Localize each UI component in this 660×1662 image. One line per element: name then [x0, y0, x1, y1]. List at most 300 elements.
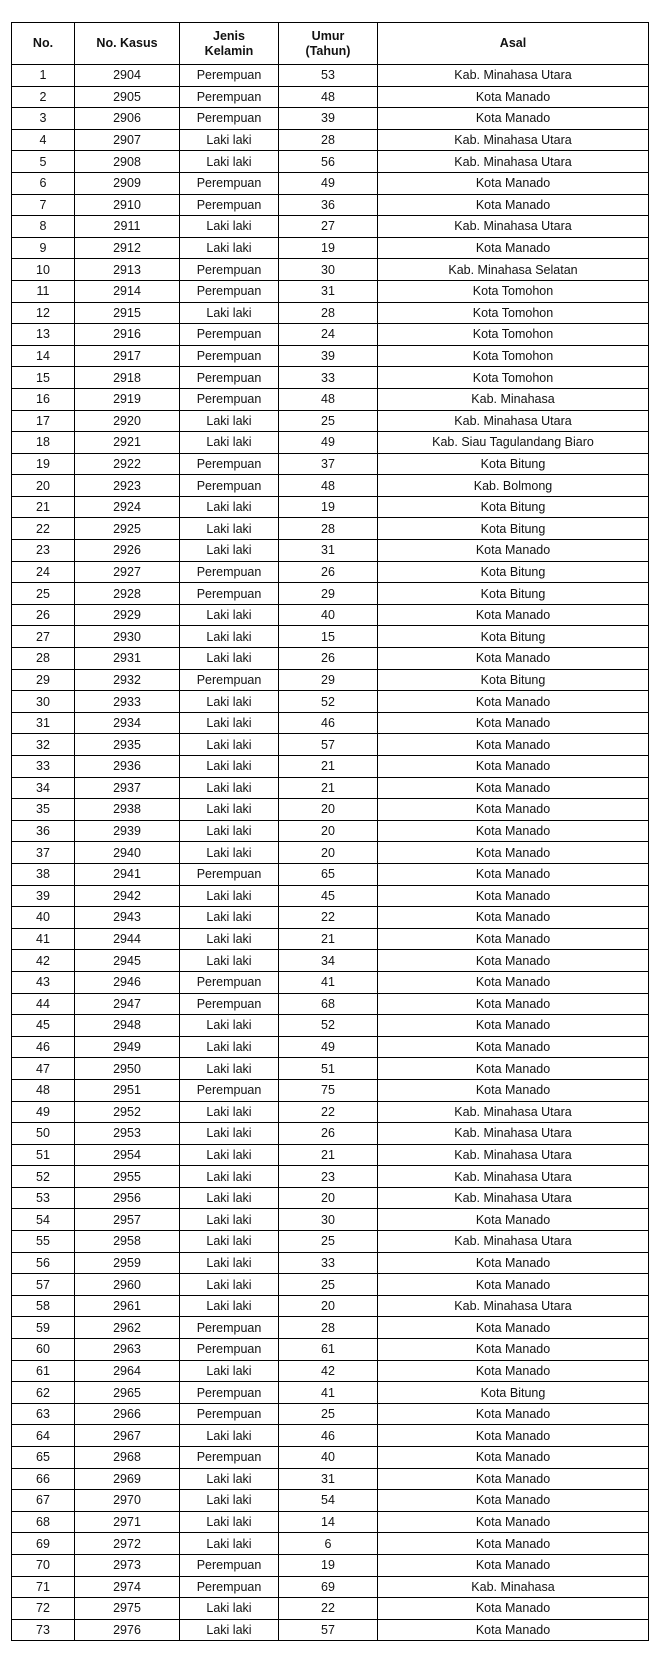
table-row — [12, 194, 649, 216]
cell-gender: Laki laki — [180, 216, 279, 238]
cell-age: 41 — [279, 1382, 378, 1404]
cell-no: 27 — [12, 626, 75, 648]
cell-origin: Kota Manado — [378, 1058, 649, 1080]
table-row — [12, 971, 649, 993]
cell-origin: Kota Manado — [378, 885, 649, 907]
table-row — [12, 1619, 649, 1641]
cell-origin: Kota Manado — [378, 194, 649, 216]
table-row — [12, 1231, 649, 1253]
cell-gender: Laki laki — [180, 756, 279, 778]
cell-no: 28 — [12, 648, 75, 670]
cell-age: 40 — [279, 1447, 378, 1469]
cell-case-number: 2905 — [75, 86, 180, 108]
table-row — [12, 561, 649, 583]
cell-gender: Laki laki — [180, 691, 279, 713]
cell-case-number: 2971 — [75, 1511, 180, 1533]
table-row — [12, 648, 649, 670]
cell-case-number: 2936 — [75, 756, 180, 778]
table-row — [12, 1187, 649, 1209]
cell-origin: Kota Manado — [378, 1403, 649, 1425]
cell-age: 19 — [279, 237, 378, 259]
table-row — [12, 237, 649, 259]
cell-no: 1 — [12, 65, 75, 87]
cell-origin: Kota Manado — [378, 691, 649, 713]
cell-origin: Kota Manado — [378, 777, 649, 799]
cell-origin: Kota Manado — [378, 734, 649, 756]
cell-no: 47 — [12, 1058, 75, 1080]
cell-gender: Laki laki — [180, 820, 279, 842]
cell-age: 46 — [279, 712, 378, 734]
cell-case-number: 2926 — [75, 540, 180, 562]
table-row — [12, 410, 649, 432]
cell-no: 29 — [12, 669, 75, 691]
cell-no: 10 — [12, 259, 75, 281]
cell-no: 5 — [12, 151, 75, 173]
cell-no: 46 — [12, 1036, 75, 1058]
cell-no: 34 — [12, 777, 75, 799]
cell-gender: Laki laki — [180, 151, 279, 173]
cell-age: 48 — [279, 475, 378, 497]
cell-age: 48 — [279, 86, 378, 108]
cell-case-number: 2957 — [75, 1209, 180, 1231]
cell-age: 21 — [279, 1144, 378, 1166]
cell-age: 39 — [279, 345, 378, 367]
cell-origin: Kota Manado — [378, 1339, 649, 1361]
cell-case-number: 2921 — [75, 432, 180, 454]
cell-origin: Kab. Siau Tagulandang Biaro — [378, 432, 649, 454]
cell-gender: Laki laki — [180, 1619, 279, 1641]
cell-age: 46 — [279, 1425, 378, 1447]
table-row — [12, 950, 649, 972]
cell-gender: Laki laki — [180, 129, 279, 151]
table-row — [12, 1511, 649, 1533]
cell-age: 49 — [279, 432, 378, 454]
table-row — [12, 712, 649, 734]
cell-case-number: 2973 — [75, 1554, 180, 1576]
cell-age: 53 — [279, 65, 378, 87]
cell-no: 21 — [12, 496, 75, 518]
cell-gender: Laki laki — [180, 1209, 279, 1231]
cell-no: 62 — [12, 1382, 75, 1404]
cell-case-number: 2929 — [75, 604, 180, 626]
cell-case-number: 2910 — [75, 194, 180, 216]
cell-case-number: 2956 — [75, 1187, 180, 1209]
table-row — [12, 604, 649, 626]
cell-age: 26 — [279, 1123, 378, 1145]
cell-no: 13 — [12, 324, 75, 346]
table-row — [12, 259, 649, 281]
cell-no: 67 — [12, 1490, 75, 1512]
cell-no: 20 — [12, 475, 75, 497]
cell-origin: Kota Manado — [378, 907, 649, 929]
cell-gender: Perempuan — [180, 65, 279, 87]
cell-age: 45 — [279, 885, 378, 907]
cell-age: 25 — [279, 410, 378, 432]
table-row — [12, 1209, 649, 1231]
table-row — [12, 799, 649, 821]
table-row — [12, 885, 649, 907]
cell-case-number: 2950 — [75, 1058, 180, 1080]
table-row — [12, 1576, 649, 1598]
cell-age: 65 — [279, 863, 378, 885]
cell-case-number: 2946 — [75, 971, 180, 993]
table-row — [12, 1166, 649, 1188]
cell-gender: Laki laki — [180, 496, 279, 518]
cell-origin: Kota Manado — [378, 712, 649, 734]
cell-origin: Kota Manado — [378, 1079, 649, 1101]
cell-origin: Kota Manado — [378, 1015, 649, 1037]
cell-origin: Kota Manado — [378, 604, 649, 626]
cell-gender: Laki laki — [180, 1274, 279, 1296]
cell-gender: Laki laki — [180, 777, 279, 799]
cell-no: 31 — [12, 712, 75, 734]
cell-no: 53 — [12, 1187, 75, 1209]
cell-gender: Laki laki — [180, 1511, 279, 1533]
cell-no: 56 — [12, 1252, 75, 1274]
table-row — [12, 151, 649, 173]
cell-case-number: 2959 — [75, 1252, 180, 1274]
cell-origin: Kab. Minahasa Utara — [378, 1101, 649, 1123]
cell-age: 36 — [279, 194, 378, 216]
cell-gender: Perempuan — [180, 1079, 279, 1101]
cell-no: 8 — [12, 216, 75, 238]
cell-age: 24 — [279, 324, 378, 346]
cell-age: 15 — [279, 626, 378, 648]
cell-origin: Kota Manado — [378, 756, 649, 778]
cell-origin: Kota Bitung — [378, 583, 649, 605]
cell-age: 22 — [279, 1598, 378, 1620]
cell-origin: Kota Manado — [378, 842, 649, 864]
cell-gender: Laki laki — [180, 648, 279, 670]
cell-case-number: 2945 — [75, 950, 180, 972]
cell-gender: Laki laki — [180, 1468, 279, 1490]
cell-gender: Laki laki — [180, 1058, 279, 1080]
cell-case-number: 2927 — [75, 561, 180, 583]
cell-gender: Laki laki — [180, 1598, 279, 1620]
cell-gender: Perempuan — [180, 1382, 279, 1404]
table-row — [12, 216, 649, 238]
table-row — [12, 129, 649, 151]
table-row — [12, 475, 649, 497]
cell-case-number: 2906 — [75, 108, 180, 130]
cell-gender: Perempuan — [180, 1317, 279, 1339]
cell-case-number: 2970 — [75, 1490, 180, 1512]
cell-age: 52 — [279, 1015, 378, 1037]
cell-case-number: 2958 — [75, 1231, 180, 1253]
cell-gender: Perempuan — [180, 172, 279, 194]
cell-age: 28 — [279, 1317, 378, 1339]
cell-gender: Perempuan — [180, 971, 279, 993]
cell-origin: Kab. Minahasa Utara — [378, 1144, 649, 1166]
cell-origin: Kab. Minahasa Utara — [378, 65, 649, 87]
table-body — [12, 65, 649, 1641]
cell-origin: Kota Manado — [378, 993, 649, 1015]
cell-gender: Perempuan — [180, 324, 279, 346]
cell-gender: Laki laki — [180, 432, 279, 454]
table-header — [12, 23, 649, 65]
cell-origin: Kab. Minahasa Utara — [378, 1166, 649, 1188]
cell-origin: Kota Manado — [378, 172, 649, 194]
header-age-line2: (Tahun) — [305, 43, 351, 58]
header-no: No. — [12, 23, 75, 65]
cell-origin: Kota Manado — [378, 1274, 649, 1296]
cell-origin: Kab. Minahasa — [378, 1576, 649, 1598]
cell-gender: Laki laki — [180, 540, 279, 562]
table-row — [12, 1554, 649, 1576]
cell-no: 33 — [12, 756, 75, 778]
cell-no: 55 — [12, 1231, 75, 1253]
cell-age: 28 — [279, 302, 378, 324]
table-row — [12, 1425, 649, 1447]
cell-origin: Kota Manado — [378, 950, 649, 972]
table-row — [12, 453, 649, 475]
cell-age: 48 — [279, 388, 378, 410]
cell-origin: Kota Manado — [378, 1598, 649, 1620]
table-row — [12, 691, 649, 713]
table-row — [12, 1295, 649, 1317]
cell-origin: Kota Manado — [378, 108, 649, 130]
table-row — [12, 756, 649, 778]
cell-case-number: 2942 — [75, 885, 180, 907]
table-row — [12, 928, 649, 950]
table-row — [12, 1058, 649, 1080]
cell-no: 22 — [12, 518, 75, 540]
table-row — [12, 583, 649, 605]
cell-no: 26 — [12, 604, 75, 626]
cell-origin: Kota Manado — [378, 1036, 649, 1058]
cell-no: 52 — [12, 1166, 75, 1188]
cell-no: 40 — [12, 907, 75, 929]
cell-no: 70 — [12, 1554, 75, 1576]
cell-gender: Laki laki — [180, 1295, 279, 1317]
cell-origin: Kota Bitung — [378, 1382, 649, 1404]
table-row — [12, 1015, 649, 1037]
cell-gender: Perempuan — [180, 1576, 279, 1598]
cell-gender: Laki laki — [180, 1252, 279, 1274]
table-row — [12, 626, 649, 648]
cell-age: 26 — [279, 648, 378, 670]
cell-no: 60 — [12, 1339, 75, 1361]
cell-no: 57 — [12, 1274, 75, 1296]
cell-case-number: 2925 — [75, 518, 180, 540]
cell-origin: Kab. Minahasa Utara — [378, 1231, 649, 1253]
cell-origin: Kota Manado — [378, 1490, 649, 1512]
cell-no: 12 — [12, 302, 75, 324]
cell-gender: Laki laki — [180, 842, 279, 864]
cell-age: 30 — [279, 259, 378, 281]
header-age-line1: Umur — [311, 28, 345, 43]
cell-case-number: 2909 — [75, 172, 180, 194]
cell-case-number: 2947 — [75, 993, 180, 1015]
cell-gender: Perempuan — [180, 863, 279, 885]
cell-age: 42 — [279, 1360, 378, 1382]
header-gender — [180, 23, 279, 65]
cell-no: 43 — [12, 971, 75, 993]
cell-gender: Perempuan — [180, 453, 279, 475]
cell-no: 6 — [12, 172, 75, 194]
cell-no: 64 — [12, 1425, 75, 1447]
cell-gender: Laki laki — [180, 734, 279, 756]
cell-case-number: 2953 — [75, 1123, 180, 1145]
cell-age: 21 — [279, 777, 378, 799]
table-row — [12, 1252, 649, 1274]
cell-case-number: 2969 — [75, 1468, 180, 1490]
cell-case-number: 2948 — [75, 1015, 180, 1037]
cell-no: 36 — [12, 820, 75, 842]
cell-gender: Laki laki — [180, 626, 279, 648]
cell-age: 39 — [279, 108, 378, 130]
cell-case-number: 2930 — [75, 626, 180, 648]
table-row — [12, 842, 649, 864]
cell-origin: Kota Manado — [378, 86, 649, 108]
table-row — [12, 907, 649, 929]
table-row — [12, 1360, 649, 1382]
table-row — [12, 734, 649, 756]
table-row — [12, 496, 649, 518]
cell-gender: Laki laki — [180, 712, 279, 734]
cell-case-number: 2937 — [75, 777, 180, 799]
cell-origin: Kab. Minahasa Utara — [378, 216, 649, 238]
cell-case-number: 2915 — [75, 302, 180, 324]
cell-age: 14 — [279, 1511, 378, 1533]
cell-no: 15 — [12, 367, 75, 389]
cell-age: 22 — [279, 907, 378, 929]
cell-case-number: 2924 — [75, 496, 180, 518]
cell-no: 38 — [12, 863, 75, 885]
cell-gender: Perempuan — [180, 993, 279, 1015]
table-row — [12, 518, 649, 540]
cell-case-number: 2917 — [75, 345, 180, 367]
cell-gender: Perempuan — [180, 1403, 279, 1425]
cell-age: 33 — [279, 1252, 378, 1274]
cell-age: 49 — [279, 1036, 378, 1058]
cell-age: 75 — [279, 1079, 378, 1101]
cell-gender: Laki laki — [180, 1187, 279, 1209]
cell-no: 37 — [12, 842, 75, 864]
cell-origin: Kota Manado — [378, 1447, 649, 1469]
table-row — [12, 65, 649, 87]
cell-gender: Perempuan — [180, 475, 279, 497]
cell-gender: Laki laki — [180, 1533, 279, 1555]
cell-no: 69 — [12, 1533, 75, 1555]
table-row — [12, 172, 649, 194]
cell-age: 28 — [279, 129, 378, 151]
cell-gender: Perempuan — [180, 280, 279, 302]
cell-age: 20 — [279, 799, 378, 821]
header-gender-line2: Kelamin — [204, 43, 254, 58]
cell-no: 2 — [12, 86, 75, 108]
cell-gender: Laki laki — [180, 410, 279, 432]
cell-gender: Perempuan — [180, 669, 279, 691]
cell-gender: Laki laki — [180, 1490, 279, 1512]
cell-gender: Perempuan — [180, 86, 279, 108]
cell-case-number: 2932 — [75, 669, 180, 691]
cell-age: 49 — [279, 172, 378, 194]
cell-case-number: 2939 — [75, 820, 180, 842]
header-age — [279, 23, 378, 65]
cell-no: 19 — [12, 453, 75, 475]
cell-origin: Kota Manado — [378, 1317, 649, 1339]
cell-no: 41 — [12, 928, 75, 950]
cell-age: 31 — [279, 280, 378, 302]
cell-gender: Laki laki — [180, 604, 279, 626]
table-row — [12, 108, 649, 130]
cell-no: 59 — [12, 1317, 75, 1339]
table-row — [12, 863, 649, 885]
cell-gender: Perempuan — [180, 259, 279, 281]
cell-case-number: 2965 — [75, 1382, 180, 1404]
cell-origin: Kota Tomohon — [378, 345, 649, 367]
cell-origin: Kota Manado — [378, 1511, 649, 1533]
cell-origin: Kota Bitung — [378, 496, 649, 518]
cell-case-number: 2963 — [75, 1339, 180, 1361]
cell-no: 49 — [12, 1101, 75, 1123]
table-row — [12, 302, 649, 324]
cell-case-number: 2968 — [75, 1447, 180, 1469]
cell-case-number: 2951 — [75, 1079, 180, 1101]
cell-age: 28 — [279, 518, 378, 540]
cell-origin: Kota Manado — [378, 648, 649, 670]
cell-age: 31 — [279, 540, 378, 562]
cell-age: 40 — [279, 604, 378, 626]
cell-case-number: 2974 — [75, 1576, 180, 1598]
table-row — [12, 669, 649, 691]
cell-age: 20 — [279, 1295, 378, 1317]
cell-case-number: 2960 — [75, 1274, 180, 1296]
cell-origin: Kab. Bolmong — [378, 475, 649, 497]
cell-age: 19 — [279, 1554, 378, 1576]
case-table-container — [11, 22, 649, 1641]
table-row — [12, 86, 649, 108]
cell-no: 63 — [12, 1403, 75, 1425]
table-row — [12, 1447, 649, 1469]
cell-case-number: 2933 — [75, 691, 180, 713]
cell-origin: Kab. Minahasa — [378, 388, 649, 410]
cell-age: 27 — [279, 216, 378, 238]
cell-case-number: 2920 — [75, 410, 180, 432]
cell-origin: Kota Bitung — [378, 669, 649, 691]
cell-origin: Kota Manado — [378, 971, 649, 993]
cell-gender: Perempuan — [180, 583, 279, 605]
cell-origin: Kota Bitung — [378, 518, 649, 540]
cell-gender: Perempuan — [180, 1554, 279, 1576]
cell-no: 54 — [12, 1209, 75, 1231]
cell-case-number: 2938 — [75, 799, 180, 821]
cell-origin: Kota Manado — [378, 1554, 649, 1576]
cell-gender: Laki laki — [180, 950, 279, 972]
cell-age: 25 — [279, 1403, 378, 1425]
cell-gender: Laki laki — [180, 1360, 279, 1382]
cell-origin: Kab. Minahasa Utara — [378, 1123, 649, 1145]
header-origin: Asal — [378, 23, 649, 65]
cell-origin: Kota Tomohon — [378, 324, 649, 346]
cell-case-number: 2928 — [75, 583, 180, 605]
cell-origin: Kota Manado — [378, 1533, 649, 1555]
cell-age: 52 — [279, 691, 378, 713]
cell-no: 61 — [12, 1360, 75, 1382]
cell-origin: Kota Bitung — [378, 561, 649, 583]
table-row — [12, 432, 649, 454]
cell-age: 20 — [279, 842, 378, 864]
table-row — [12, 324, 649, 346]
cell-case-number: 2949 — [75, 1036, 180, 1058]
cell-origin: Kota Manado — [378, 237, 649, 259]
cell-no: 73 — [12, 1619, 75, 1641]
table-row — [12, 1403, 649, 1425]
header-case-number: No. Kasus — [75, 23, 180, 65]
cell-case-number: 2913 — [75, 259, 180, 281]
cell-origin: Kota Tomohon — [378, 280, 649, 302]
